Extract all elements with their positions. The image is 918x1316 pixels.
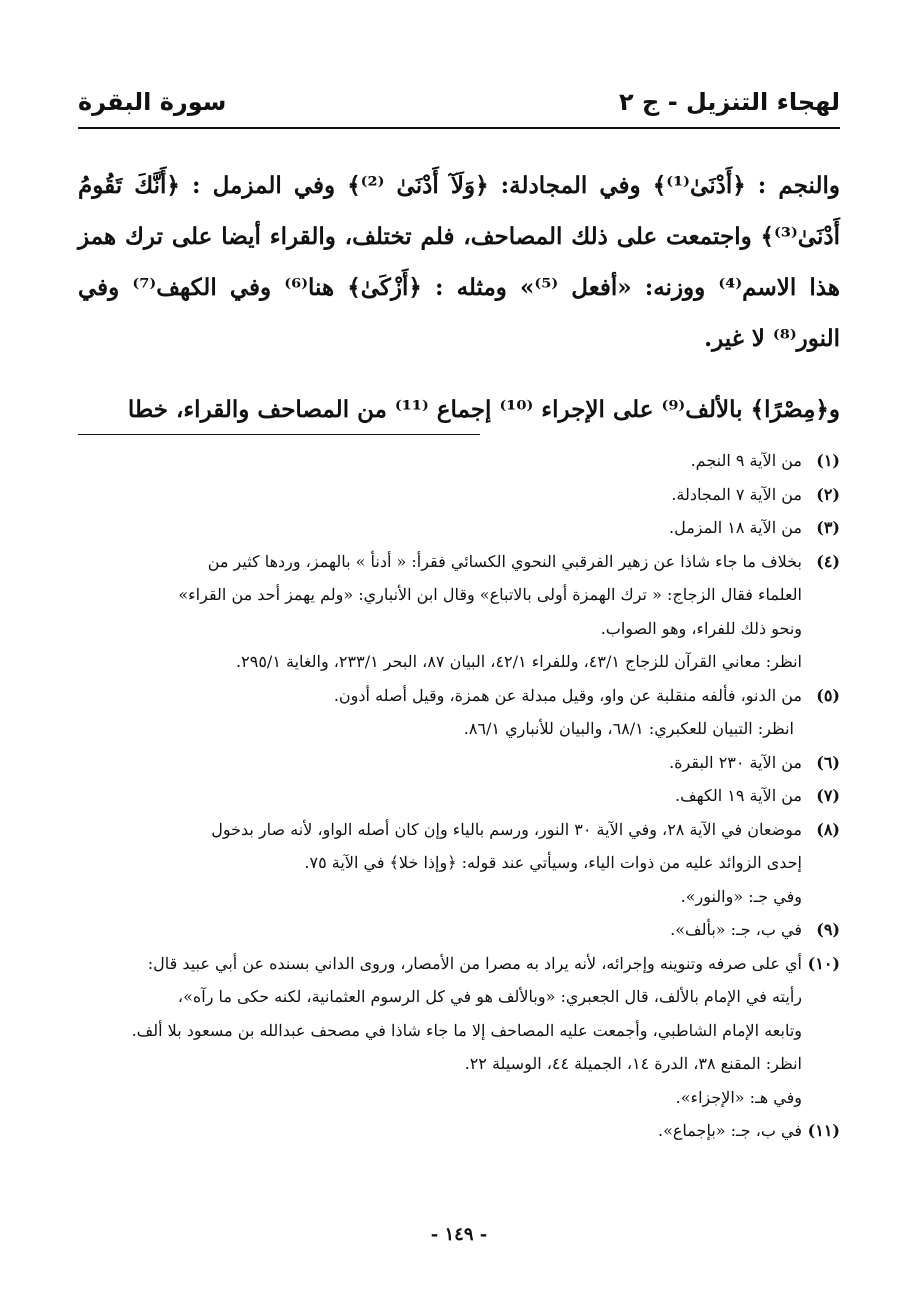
footnote: [78, 511, 840, 545]
footnote: [78, 813, 840, 914]
footnote-line: العلماء فقال الزجاج: « ترك الهمزة أولى بالاتباع» وقال ابن الأنباري: «ولم يهمز أحد من القراء»: [178, 585, 802, 604]
footnote-text: [78, 679, 802, 746]
running-header: [78, 82, 840, 116]
footnote-text: [78, 511, 802, 545]
footnote-line: من الدنو، فألفه منقلبة عن واو، وقيل مبدلة عن همزة، وقيل أصله أدون.: [333, 685, 802, 705]
footnote-number: (٤): [816, 551, 840, 571]
footnote-number: (٣): [816, 518, 840, 537]
footnote: [78, 1114, 840, 1148]
footnote-line: انظر: التبيان للعكبري: ٦٨/١، والبيان للأنباري ٨٦/١.: [463, 719, 794, 738]
footnote-line: وفي جـ: «والنور».: [680, 886, 802, 906]
main-text: [78, 160, 840, 435]
footnote: [78, 913, 840, 947]
footnote-separator: [78, 434, 480, 435]
footnote-number: (٢): [816, 484, 840, 504]
footnote-line: أي على صرفه وتنوينه وإجرائه، لأنه يراد به مصرا من الأمصار، وروى الداني بسنده عن أبي عبيد قال:: [147, 953, 802, 973]
footnote-text: [78, 444, 802, 478]
footnote-text: [78, 746, 802, 780]
footnote-line: بخلاف ما جاء شاذا عن زهير الفرقبي النحوي الكسائي فقرأ: « أدنأ » بالهمز، وردها كثير من: [207, 551, 802, 571]
footnote-number: (١٠): [807, 953, 840, 973]
footnote-text: [78, 947, 802, 1115]
paragraph-1: والنجم : ﴿أَدْنَىٰ⁽¹⁾﴾ وفي المجادلة: ﴿وَلَآ أَدْنَىٰ ⁽²⁾﴾ وفي المزمل : ﴿أَنَّكَ تَقُومُ أَدْنَىٰ⁽³⁾﴾ واجتمعت على ذلك المصاحف، فلم تختلف، والقراء أيضا على ترك همز هذا الاسم⁽⁴⁾ ووزنه: «أفعل ⁽⁵⁾» ومثله : ﴿أَزْكَىٰ﴾ هنا⁽⁶⁾ وفي الكهف⁽⁷⁾ وفي النور⁽⁸⁾ لا غير.: [78, 172, 840, 352]
page: [78, 0, 840, 1316]
footnote-text: [78, 545, 802, 679]
footnote-line: من الآية ٢٣٠ البقرة.: [669, 752, 802, 772]
footnotes: [78, 444, 840, 1148]
footnote-text: [78, 779, 802, 813]
footnote-text: [78, 478, 802, 512]
footnote: [78, 478, 840, 512]
book-title: لهجاء التنزيل - ج ٢: [619, 88, 840, 116]
footnote-text: [78, 1114, 802, 1148]
page-number: - ١٤٩ -: [430, 1224, 488, 1245]
footnote-line: انظر: المقنع ٣٨، الدرة ١٤، الجميلة ٤٤، الوسيلة ٢٢.: [464, 1054, 802, 1073]
footnote-number: (٥): [816, 685, 840, 705]
footnote-line: في ب، جـ: «بألف».: [670, 920, 802, 939]
footnote-line: وفي هـ: «الإجزاء».: [675, 1087, 802, 1107]
footnote: [78, 679, 840, 746]
footnote-line: من الآية ١٩ الكهف.: [675, 786, 802, 805]
footnote-number: (١): [816, 451, 840, 470]
footnote-line: وتابعه الإمام الشاطبي، وأجمعت عليه المصاحف إلا ما جاء شاذا في مصحف عبدالله بن مسعود بلا ألف.: [131, 1020, 802, 1040]
footnote-number: (٦): [816, 752, 840, 772]
footnote-number: (١١): [807, 1121, 840, 1140]
header-rule: [78, 127, 840, 129]
footnote-line: انظر: معاني القرآن للزجاج ٤٣/١، وللفراء ٤٢/١، البيان ٨٧، البحر ٢٣٣/١، والغاية ٢٩٥/١.: [236, 652, 802, 671]
footnote-line: من الآية ٧ المجادلة.: [671, 484, 802, 504]
footnote-line: من الآية ١٨ المزمل.: [669, 518, 802, 537]
footnote-line: ونحو ذلك للفراء، وهو الصواب.: [600, 618, 802, 638]
footnote-text: [78, 813, 802, 914]
footnote-number: (٨): [816, 819, 840, 839]
footnote: [78, 444, 840, 478]
footnote: [78, 746, 840, 780]
footnote-line: في ب، جـ: «بإجماع».: [658, 1121, 802, 1140]
footnote-line: إحدى الزوائد عليه من ذوات الياء، وسيأتي عند قوله: ﴿وإذا خلا﴾ في الآية ٧٥.: [304, 853, 802, 872]
footnote-line: موضعان في الآية ٢٨، وفي الآية ٣٠ النور، ورسم بالياء وإن كان أصله الواو، لأنه صار بدخول: [211, 819, 802, 839]
footnote-text: [78, 913, 802, 947]
footnote-line: من الآية ٩ النجم.: [690, 451, 802, 470]
footnote-line: رأيته في الإمام بالألف، قال الجعبري: «وبالألف هو في كل الرسوم العثمانية، لكنه حكى ما رآه»،: [177, 987, 802, 1006]
surah-title: سورة البقرة: [78, 88, 227, 116]
footnote-number: (٧): [816, 786, 840, 805]
footnote: [78, 779, 840, 813]
paragraph-2: و﴿مِصْرًا﴾ بالألف⁽⁹⁾ على الإجراء ⁽¹⁰⁾ إجماع ⁽¹¹⁾ من المصاحف والقراء، خطا: [127, 396, 840, 423]
footnote: [78, 947, 840, 1115]
footnote-number: (٩): [816, 920, 840, 939]
footnote: [78, 545, 840, 679]
